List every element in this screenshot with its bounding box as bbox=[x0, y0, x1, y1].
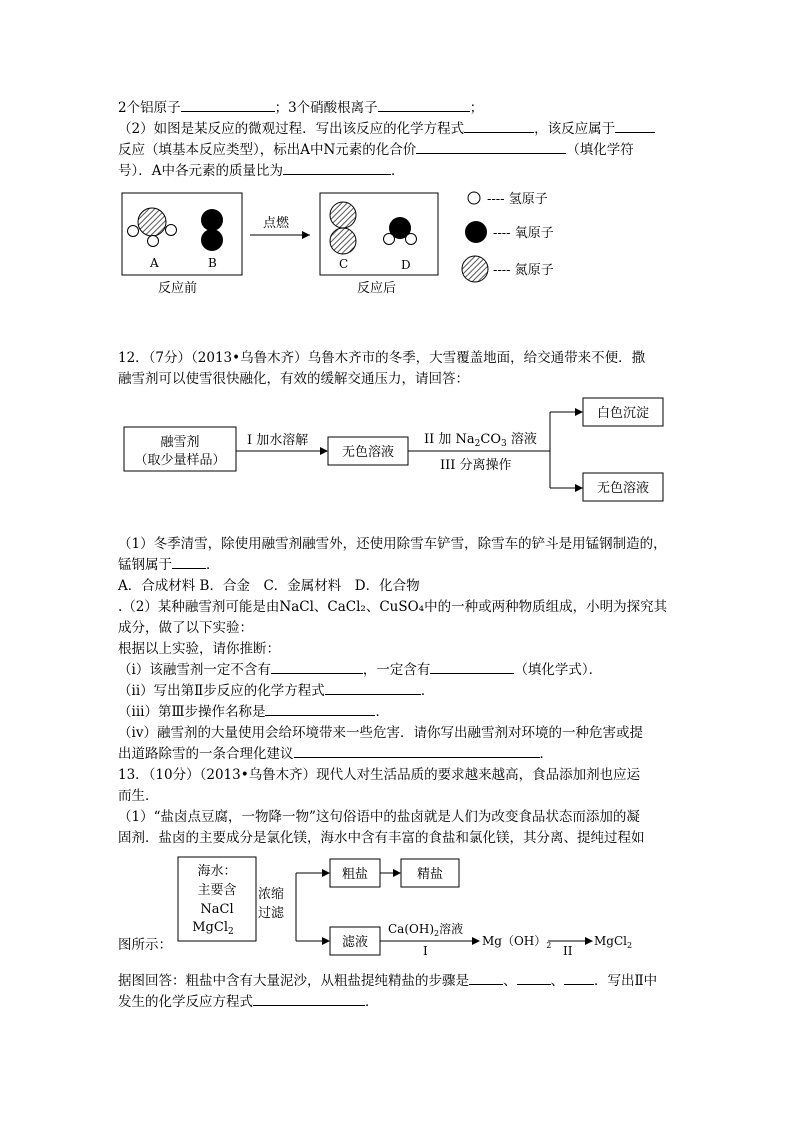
colorless-solution-2-label: 无色溶液 bbox=[596, 481, 650, 496]
label-c: C bbox=[339, 257, 349, 271]
q12-part2-line1: .（2）某种融雪剂可能是由NaCl、CaCl₂、CuSO₄中的一种或两种物质组成，小明为探究其 bbox=[118, 599, 668, 615]
answer-blank[interactable] bbox=[517, 971, 551, 985]
q12-text: ． bbox=[375, 704, 389, 720]
box-sample-line1: 融雪剂 bbox=[160, 435, 200, 450]
q12-text: 锰钢属于 bbox=[118, 557, 172, 573]
q12-line1: 12．（7分）（2013•乌鲁木齐）乌鲁木齐市的冬季，大雪覆盖地面，给交通带来不便．撒 bbox=[118, 350, 646, 366]
hydrogen-atom-icon bbox=[468, 192, 480, 204]
box-colorless-label: 无色溶液 bbox=[341, 445, 395, 460]
step2-numeral: II bbox=[563, 944, 573, 958]
q12-item-iv-line1: （iv）融雪剂的大量使用会给环境带来一些危害．请你写出融雪剂对环境的一种危害或提 bbox=[118, 725, 643, 741]
snowmelt-flowchart bbox=[118, 392, 678, 512]
arrow-head-icon bbox=[302, 231, 310, 239]
q12-item-ii bbox=[118, 681, 434, 701]
answer-blank[interactable] bbox=[253, 992, 365, 1006]
q12-text: 出道路除雪的一条合理化建议 bbox=[118, 746, 294, 762]
molecule-c-icon bbox=[330, 202, 356, 254]
answer-blank[interactable] bbox=[615, 119, 655, 133]
answer-blank[interactable] bbox=[469, 971, 503, 985]
step3-label: III 分离操作 bbox=[440, 458, 512, 473]
reagent-label: $Ca(OH)_2$溶液 bbox=[388, 922, 464, 938]
answer-blank[interactable] bbox=[181, 98, 275, 112]
q11-line3 bbox=[118, 140, 634, 160]
label-b: B bbox=[208, 256, 217, 270]
answer-blank[interactable] bbox=[378, 98, 470, 112]
q11-line1 bbox=[118, 98, 483, 118]
arrow-head-icon bbox=[322, 869, 330, 877]
process-filter: 过滤 bbox=[258, 906, 285, 921]
reaction-diagram bbox=[110, 185, 580, 300]
legend-hydrogen: ---- 氢原子 bbox=[487, 192, 548, 207]
arrow-head-icon bbox=[575, 408, 583, 416]
q12-text: ． bbox=[539, 746, 553, 762]
q12-text: （iii）第Ⅲ步操作名称是 bbox=[118, 704, 266, 720]
q12-item-iii bbox=[118, 702, 389, 722]
q12-part1-line1: （1）冬季清雪，除使用融雪剂融雪外，还使用除雪车铲雪，除雪车的铲斗是用锰钢制造的， bbox=[118, 536, 667, 552]
seawater-line2: 主要含 bbox=[197, 883, 237, 898]
q13-text: ． bbox=[365, 994, 379, 1010]
mgoh2-label: $Mg(OH)_2$ bbox=[482, 934, 552, 950]
answer-blank[interactable] bbox=[416, 140, 566, 154]
q13-line7 bbox=[118, 992, 379, 1012]
q13-line4: 固剂．盐卤的主要成分是氯化镁，海水中含有丰富的食盐和氯化镁，其分离、提纯过程如 bbox=[118, 830, 645, 846]
answer-blank[interactable] bbox=[430, 660, 514, 674]
answer-blank[interactable] bbox=[325, 681, 421, 695]
box-sample-line2: （取少量样品） bbox=[134, 453, 226, 468]
process-concentrate: 浓缩 bbox=[258, 887, 285, 902]
q13-text: ．写出Ⅱ中 bbox=[594, 973, 658, 989]
q11-text: 2个铝原子 bbox=[118, 100, 181, 116]
q11-text: 号）．A中各元素的质量比为 bbox=[118, 163, 283, 179]
q12-options: A．合成材料 B．合金 C．金属材料 D．化合物 bbox=[118, 578, 420, 594]
q12-line2: 融雪剂可以使雪很快融化，有效的缓解交通压力，请回答： bbox=[118, 371, 469, 387]
q11-text: ． bbox=[391, 163, 405, 179]
q11-text: ，该反应属于 bbox=[534, 121, 616, 137]
before-box bbox=[122, 193, 242, 275]
q12-item-i bbox=[118, 660, 602, 680]
q12-text: （填化学式）． bbox=[514, 662, 603, 678]
q11-text: （填化学符 bbox=[566, 142, 634, 158]
molecule-a-icon bbox=[128, 208, 177, 247]
answer-blank[interactable] bbox=[172, 555, 206, 569]
seawater-line4: MgCl$_2$ bbox=[192, 920, 234, 937]
mgcl2-label: MgCl$_2$ bbox=[594, 934, 633, 950]
filtrate-label: 滤液 bbox=[341, 935, 369, 950]
q13-line6 bbox=[118, 971, 657, 991]
q12-text: ，一定含有 bbox=[362, 662, 431, 678]
q11-line4 bbox=[118, 161, 405, 181]
q12-item-iv-line2 bbox=[118, 744, 553, 764]
q12-part2-line3: 根据以上实验，请你推断： bbox=[118, 641, 280, 657]
seawater-line1: 海水： bbox=[197, 864, 237, 879]
step2-label: II 加 $Na_2CO_3$ 溶液 bbox=[424, 432, 537, 449]
step1-numeral: I bbox=[423, 944, 428, 958]
q11-text: ；3个硝酸根离子 bbox=[274, 100, 378, 116]
arrow-head-icon bbox=[322, 937, 330, 945]
q12-part2-line2: 成分，做了以下实验： bbox=[118, 620, 253, 636]
q13-text: 据图回答：粗盐中含有大量泥沙，从粗盐提纯精盐的步骤是 bbox=[118, 973, 469, 989]
q12-text: ． bbox=[420, 683, 435, 699]
q13-line1: 13．（10分）（2013•乌鲁木齐）现代人对生活品质的要求越来越高，食品添加剂也应运 bbox=[118, 767, 641, 783]
oxygen-atom-icon bbox=[465, 221, 487, 243]
before-caption: 反应前 bbox=[158, 281, 198, 296]
q13-text: 发生的化学反应方程式 bbox=[118, 994, 253, 1010]
arrow-label: 点燃 bbox=[263, 216, 290, 231]
q12-part1-line2 bbox=[118, 555, 220, 575]
answer-blank[interactable] bbox=[564, 971, 594, 985]
nitrogen-atom-icon bbox=[462, 256, 488, 282]
answer-blank[interactable] bbox=[294, 744, 540, 758]
q12-text: ． bbox=[206, 557, 220, 573]
q13-text: 、 bbox=[503, 973, 517, 989]
q11-text: （2）如图是某反应的微观过程．写出该反应的化学方程式 bbox=[118, 121, 465, 137]
arrow-head-icon bbox=[320, 447, 328, 455]
answer-blank[interactable] bbox=[464, 119, 534, 133]
arrow-head-icon bbox=[575, 484, 583, 492]
label-d: D bbox=[401, 258, 411, 272]
q12-text: （i）该融雪剂一定不含有 bbox=[118, 662, 271, 678]
legend-nitrogen: ---- 氮原子 bbox=[493, 263, 554, 278]
q13-line3: （1）“盐卤点豆腐，一物降一物”这句俗语中的盐卤就是人们为改变食品状态而添加的凝 bbox=[118, 809, 640, 825]
fine-salt-label: 精盐 bbox=[416, 867, 444, 882]
label-a: A bbox=[150, 256, 159, 270]
arrow-head-icon bbox=[472, 937, 480, 945]
q13-text: 、 bbox=[550, 973, 564, 989]
arrow-head-icon bbox=[585, 937, 593, 945]
answer-blank[interactable] bbox=[265, 702, 375, 716]
q11-text: ； bbox=[469, 100, 484, 116]
white-precipitate-label: 白色沉淀 bbox=[596, 406, 650, 421]
legend-oxygen: ---- 氧原子 bbox=[493, 226, 554, 241]
after-caption: 反应后 bbox=[357, 281, 397, 296]
q12-text: （ii）写出第Ⅱ步反应的化学方程式 bbox=[118, 683, 325, 699]
molecule-b-icon bbox=[201, 209, 223, 251]
step1-label: I 加水溶解 bbox=[247, 433, 309, 448]
seawater-flowchart bbox=[170, 851, 650, 961]
q11-line2 bbox=[118, 119, 655, 139]
crude-salt-label: 粗盐 bbox=[341, 867, 369, 882]
molecule-d-icon bbox=[384, 217, 417, 245]
answer-blank[interactable] bbox=[283, 161, 391, 175]
q11-text: 反应（填基本反应类型），标出A中N元素的化合价 bbox=[118, 142, 417, 158]
arrow-head-icon bbox=[393, 869, 401, 877]
answer-blank[interactable] bbox=[271, 660, 363, 674]
seawater-line3: NaCl bbox=[200, 902, 234, 917]
q13-line2: 而生． bbox=[118, 788, 159, 804]
q13-figure-caption: 图所示： bbox=[118, 937, 172, 953]
